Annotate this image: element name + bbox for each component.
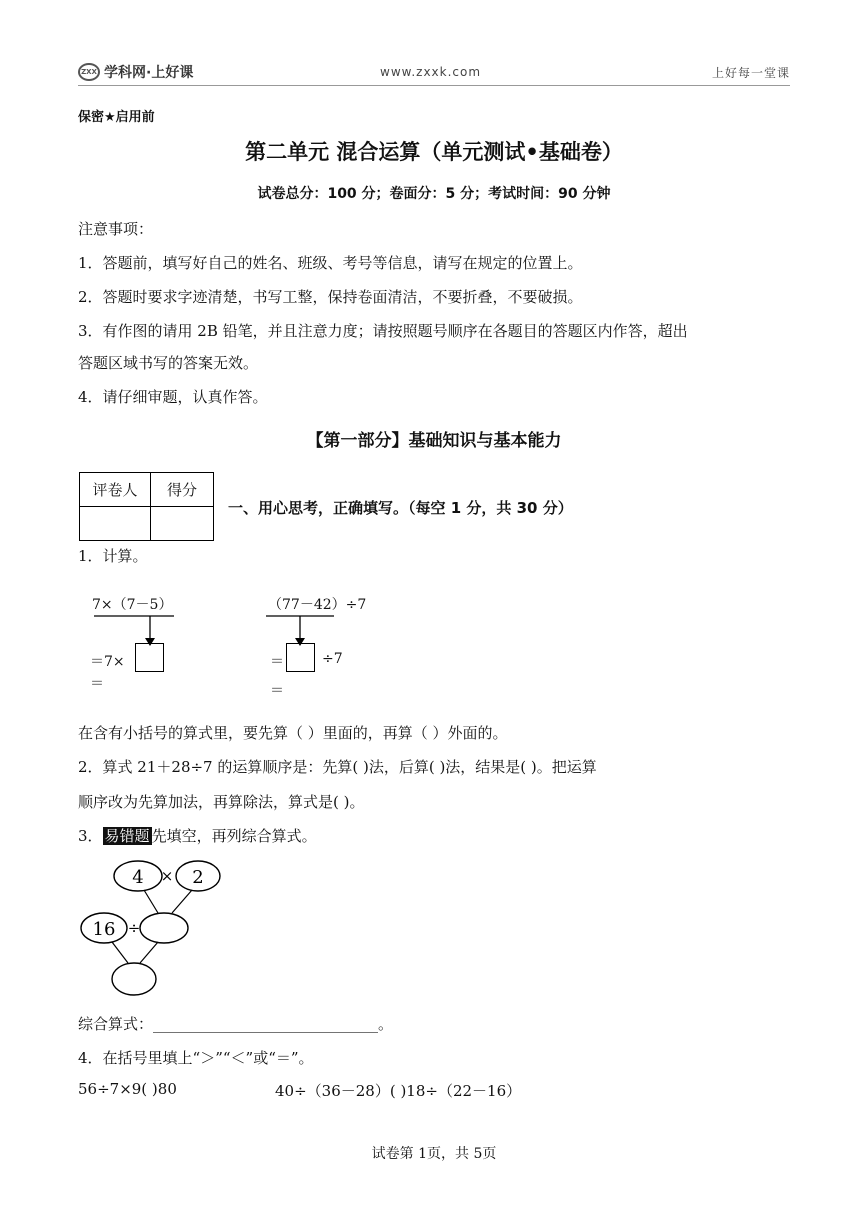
q3-val-16: 16: [92, 919, 116, 940]
q1-expr1: 7×（7－5）: [92, 597, 173, 613]
q3-times: ×: [160, 867, 174, 885]
q1-fill-text: 在含有小括号的算式里，要先算（ ）里面的，再算（ ）外面的。: [78, 724, 508, 742]
site-logo: [78, 62, 193, 82]
q3-final-line: [78, 1013, 393, 1034]
q4-item-1: 56÷7×9( )80: [78, 1080, 177, 1098]
q1-expr1-step: ＝7×: [90, 654, 125, 670]
q1-expr2-step: ＝: [270, 654, 284, 670]
q4-label: 4．在括号里填上“＞”“＜”或“＝”。: [78, 1049, 314, 1067]
note-item-3-cont: 答题区域书写的答案无效。: [78, 354, 259, 372]
q1-expr2-equal: ＝: [270, 683, 284, 699]
q3-label: [78, 825, 317, 846]
q3-final-label: 综合算式：: [78, 1015, 154, 1033]
score-cell[interactable]: [151, 507, 214, 541]
q1-expr1-equal: ＝: [90, 676, 104, 692]
q2-line1: 2．算式 21＋28÷7 的运算顺序是：先算( )法，后算( )法，结果是( )。把运算: [78, 758, 597, 776]
score-header: 得分: [151, 473, 214, 507]
grader-table: [79, 472, 214, 541]
logo-icon: ZXX: [78, 63, 100, 81]
grader-cell[interactable]: [80, 507, 151, 541]
q4-item-2: 40÷（36－28）( )18÷（22－16）: [275, 1082, 522, 1100]
q2-line2: 顺序改为先算加法，再算除法，算式是( )。: [78, 793, 365, 811]
notes-heading: 注意事项：: [78, 220, 154, 238]
q3-text: 先填空，再列综合算式。: [151, 827, 317, 845]
q1-expr2-answer-box[interactable]: [286, 643, 315, 672]
logo-text: 学科网·上好课: [104, 65, 194, 81]
q3-tree-diagram: [78, 855, 238, 1005]
page-footer: 试卷第 1页，共 5页: [371, 1146, 497, 1162]
part1-title: 一、用心思考，正确填写。（每空 1 分，共 30 分）: [228, 499, 573, 517]
q1-expr2-arrow: [262, 612, 382, 652]
note-item-3: 3．有作图的请用 2B 铅笔，并且注意力度；请按照题号顺序在各题目的答题区内作答，超出: [78, 322, 688, 340]
q3-number: 3．: [78, 827, 103, 845]
page-title: 第二单元 混合运算（单元测试•基础卷）: [245, 140, 623, 164]
q3-node-blank-2[interactable]: [112, 963, 156, 995]
grader-header: 评卷人: [80, 473, 151, 507]
q3-final-blank[interactable]: ______________________________: [153, 1015, 379, 1033]
q3-div: ÷: [127, 919, 141, 937]
confidential-label: 保密★启用前: [78, 110, 155, 125]
header-divider: [78, 85, 790, 86]
note-item-4: 4．请仔细审题，认真作答。: [78, 388, 268, 406]
note-item-1: 1．答题前，填写好自己的姓名、班级、考号等信息，请写在规定的位置上。: [78, 254, 583, 272]
q1-expr1-answer-box[interactable]: [135, 643, 164, 672]
header-slogan: 上好每一堂课: [711, 66, 790, 80]
exam-subtitle: 试卷总分：100 分；卷面分：5 分；考试时间：90 分钟: [257, 186, 611, 202]
q1-expr2: （77－42）÷7: [268, 597, 367, 613]
note-item-2: 2．答题时要求字迹清楚，书写工整，保持卷面清洁，不要折叠，不要破损。: [78, 288, 583, 306]
section-heading: 【第一部分】基础知识与基本能力: [306, 431, 562, 451]
q3-val-2: 2: [192, 867, 204, 888]
q1-label: 1．计算。: [78, 547, 148, 565]
error-prone-tag: 易错题: [104, 827, 150, 845]
q3-val-4: 4: [132, 867, 144, 888]
q3-node-blank-1[interactable]: [140, 913, 188, 943]
header-url: www.zxxk.com: [380, 65, 482, 79]
q3-final-end: 。: [378, 1015, 394, 1033]
q1-expr2-step-suffix: ÷7: [322, 651, 343, 667]
